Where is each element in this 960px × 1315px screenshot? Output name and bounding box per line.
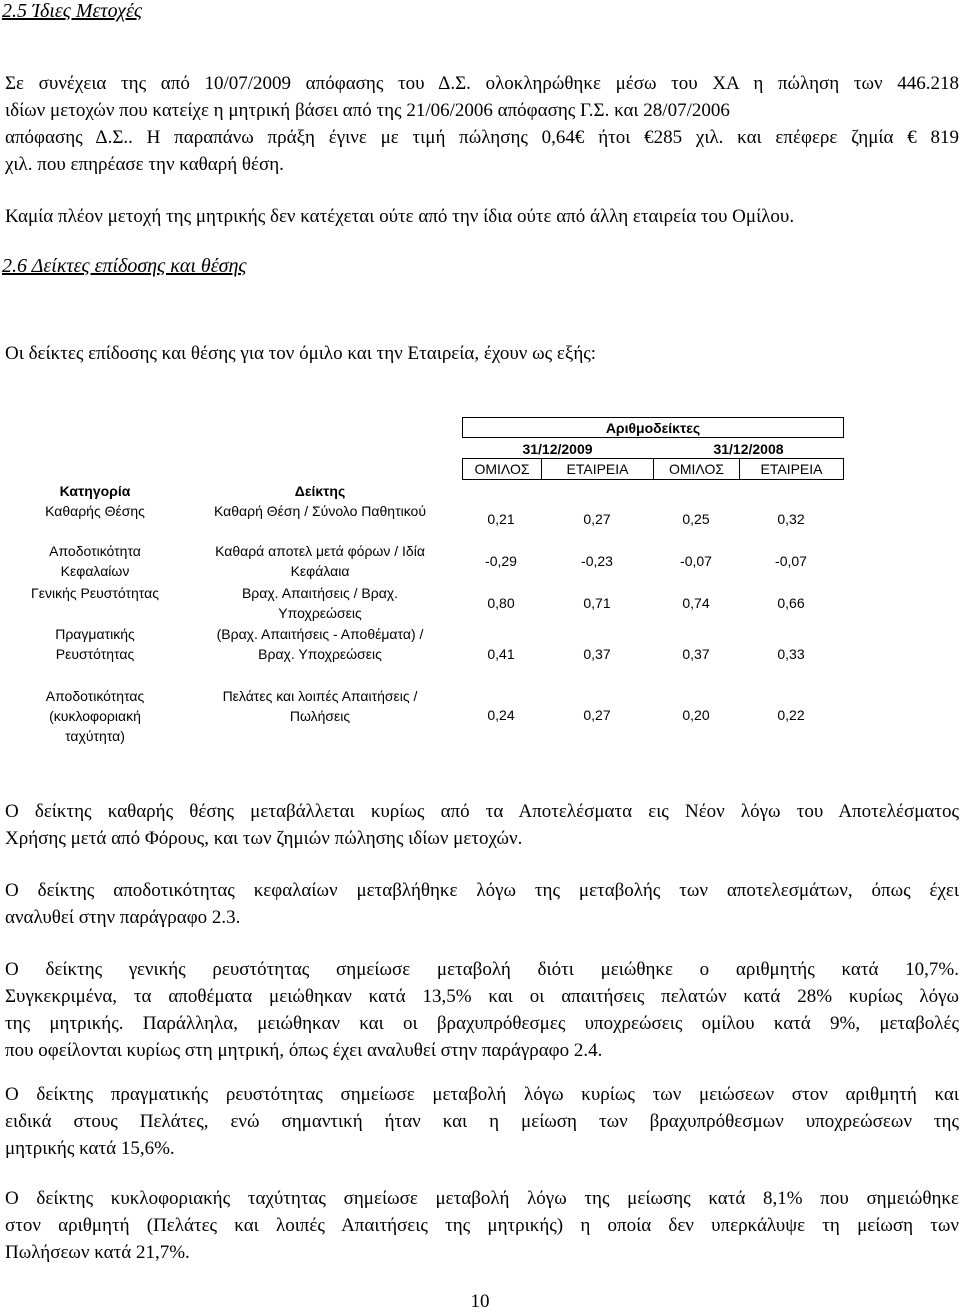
- net-position-paragraph: Ο δείκτης καθαρής θέσης μεταβάλλεται κυρίως από τα Αποτελέσματα εις Νέον λόγω του Αποτελέσματος Χρήσης μετά από Φόρους, και των ζημιών πώλησης ιδίων μετοχών.: [5, 801, 959, 849]
- row-index: Καθαρά αποτελ μετά φόρων / Ιδία Κεφάλαια: [215, 543, 425, 579]
- value-cell: 0,33: [777, 646, 805, 662]
- value-cell: 0,74: [682, 595, 710, 611]
- value-cell: 0,27: [583, 707, 611, 723]
- subcol-group-2008: ΟΜΙΛΟΣ: [653, 458, 740, 480]
- value-cell: -0,07: [775, 553, 807, 569]
- section-heading-ratios: 2.6 Δείκτες επίδοσης και θέσης: [2, 255, 247, 277]
- row-index: Πελάτες και λοιπές Απαιτήσεις / Πωλήσεις: [222, 688, 418, 724]
- value-cell: 0,41: [487, 646, 515, 662]
- row-index: Καθαρή Θέση / Σύνολο Παθητικού: [214, 503, 426, 519]
- section-heading-own-shares: 2.5 Ίδιες Μετοχές: [2, 0, 142, 22]
- general-liquidity-paragraph: Ο δείκτης γενικής ρευστότητας σημείωσε μεταβολή διότι μειώθηκε ο αριθμητής κατά 10,7%. Συγκεκριμένα, τα αποθέματα μειώθηκαν κατά 13,5% και οι απαιτήσεις πελατών κατά 28% κυρίως λόγω της μητρικής. Παράλληλα, μειώθηκαν και οι βραχυπρόθεσμες υποχρεώσεις ομίλου κατά 9%, μεταβολές που οφείλονται κυρίως στη μητρική, όπως έχει αναλυθεί στην παράγραφο 2.4.: [5, 959, 959, 1061]
- profitability-paragraph: Ο δείκτης αποδοτικότητας κεφαλαίων μεταβλήθηκε λόγω της μεταβολής των αποτελεσμάτων, όπως έχει αναλυθεί στην παράγραφο 2.3.: [5, 880, 959, 928]
- value-cell: 0,37: [682, 646, 710, 662]
- col-header-category: Κατηγορία: [59, 482, 131, 499]
- value-cell: 0,32: [777, 511, 805, 527]
- value-cell: 0,22: [777, 707, 805, 723]
- row-category: Καθαρής Θέσης: [45, 503, 145, 519]
- value-cell: 0,80: [487, 595, 515, 611]
- row-category: Αποδοτικότητα Κεφαλαίων: [49, 543, 141, 579]
- value-cell: 0,21: [487, 511, 515, 527]
- group-header-ratios: Αριθμοδείκτες: [462, 417, 844, 438]
- value-cell: 0,37: [583, 646, 611, 662]
- ratios-intro: Οι δείκτες επίδοσης και θέσης για τον όμιλο και την Εταιρεία, έχουν ως εξής:: [5, 343, 597, 364]
- text-line: ιδίων μετοχών που κατείχε η μητρική βάσει από της 21/06/2006 απόφασης Γ.Σ. και 28/07/2006: [5, 100, 730, 121]
- real-liquidity-paragraph: Ο δείκτης πραγματικής ρευστότητας σημείωσε μεταβολή λόγω κυρίως των μειώσεων στον αριθμητή και ειδικά στους Πελάτες, ενώ σημαντική ήταν και η μείωση των βραχυπρόθεσμων υποχρεώσεων της μητρικής κατά 15,6%.: [5, 1084, 959, 1159]
- row-index: (Βραχ. Απαιτήσεις - Αποθέματα) / Βραχ. Υποχρεώσεις: [216, 626, 424, 662]
- turnover-paragraph: Ο δείκτης κυκλοφοριακής ταχύτητας σημείωσε μεταβολή λόγω της μείωσης κατά 8,1% που σημειώθηκε στον αριθμητή (Πελάτες και λοιπές Απαιτήσεις της μητρικής) η οποία δεν υπερκάλυψε τη μείωση των Πωλήσεων κατά 21,7%.: [5, 1188, 959, 1263]
- row-category: Αποδοτικότητας (κυκλοφοριακή ταχύτητα): [45, 688, 145, 744]
- col-header-index: Δείκτης: [294, 482, 346, 499]
- value-cell: -0,07: [680, 553, 712, 569]
- date-header-2008: 31/12/2008: [713, 440, 784, 457]
- row-category: Γενικής Ρευστότητας: [31, 585, 159, 601]
- subcol-group-2009: ΟΜΙΛΟΣ: [462, 458, 542, 480]
- value-cell: -0,29: [485, 553, 517, 569]
- value-cell: 0,24: [487, 707, 515, 723]
- row-category: Πραγματικής Ρευστότητας: [55, 626, 135, 662]
- value-cell: 0,20: [682, 707, 710, 723]
- no-own-shares-paragraph: Καμία πλέον μετοχή της μητρικής δεν κατέχεται ούτε από την ίδια ούτε από άλλη εταιρεία του Ομίλου.: [5, 206, 795, 227]
- page-number: 10: [470, 1291, 490, 1312]
- value-cell: 0,71: [583, 595, 611, 611]
- text-line: απόφασης Δ.Σ.. Η παραπάνω πράξη έγινε με τιμή πώλησης 0,64€ ήτοι €285 χιλ. και επέφερε ζημία € 819: [5, 127, 959, 148]
- text-line: Σε συνέχεια της από 10/07/2009 απόφασης του Δ.Σ. ολοκληρώθηκε μέσω του ΧΑ η πώληση των 446.218: [5, 73, 959, 94]
- text-line: χιλ. που επηρέασε την καθαρή θέση.: [5, 154, 284, 175]
- subcol-company-2008: ΕΤΑΙΡΕΙΑ: [739, 458, 844, 480]
- value-cell: -0,23: [581, 553, 613, 569]
- row-index: Βραχ. Απαιτήσεις / Βραχ. Υποχρεώσεις: [241, 585, 399, 621]
- value-cell: 0,27: [583, 511, 611, 527]
- date-header-2009: 31/12/2009: [522, 440, 593, 457]
- value-cell: 0,66: [777, 595, 805, 611]
- subcol-company-2009: ΕΤΑΙΡΕΙΑ: [541, 458, 654, 480]
- value-cell: 0,25: [682, 511, 710, 527]
